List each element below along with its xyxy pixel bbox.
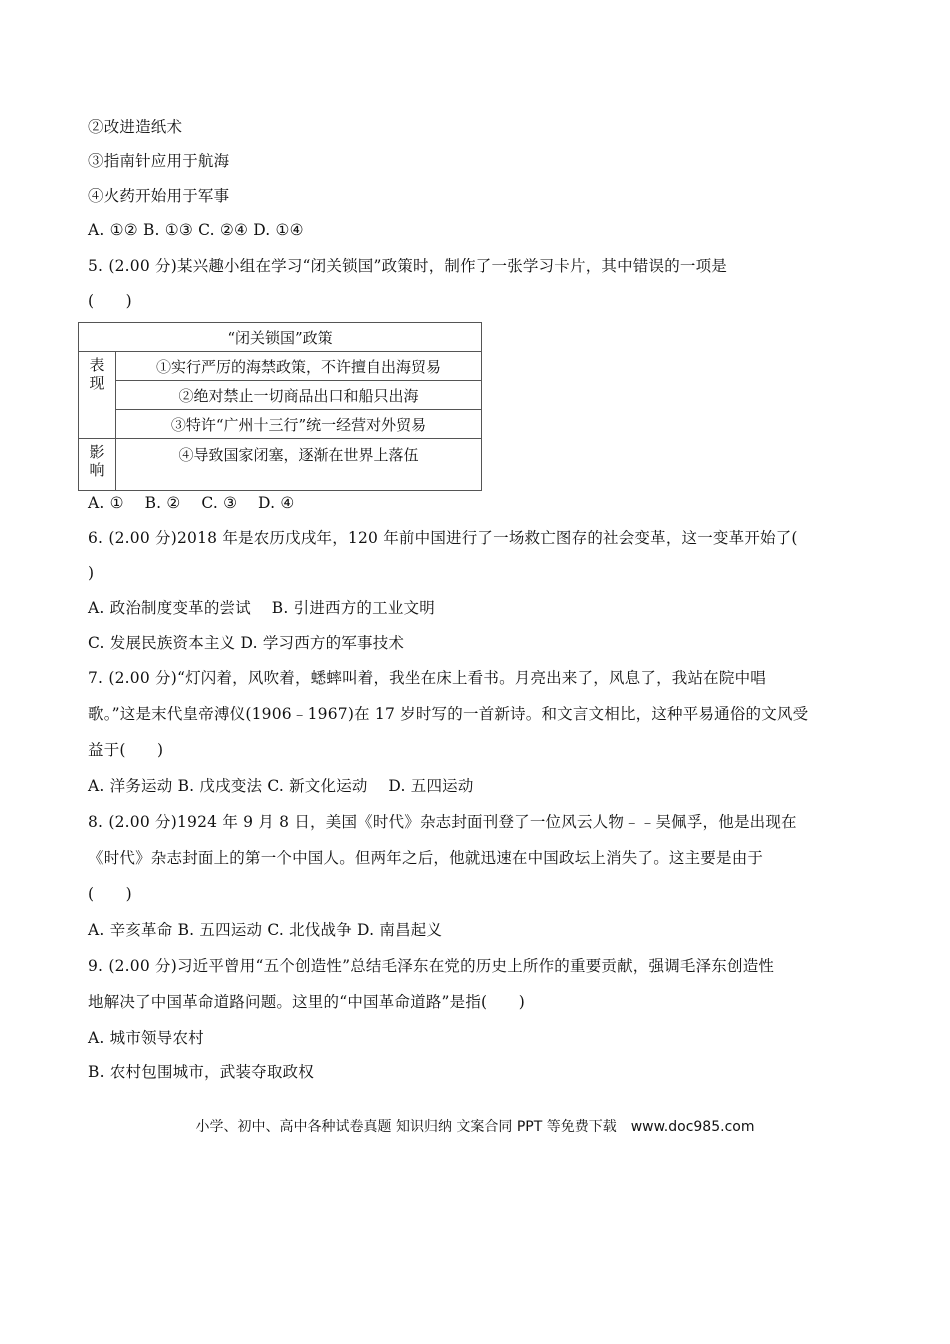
option-line: ③指南针应用于航海	[88, 152, 230, 170]
table-side-label-performance: 表 现	[79, 352, 116, 439]
answer-choices: A. ①② B. ①③ C. ②④ D. ①④	[88, 221, 304, 239]
question-6-text: 6. (2.00 分)2018 年是农历戊戌年，120 年前中国进行了一场救亡图存的社会变革，这一变革开始了(	[88, 529, 798, 547]
question-8-text: 8. (2.00 分)1924 年 9 月 8 日，美国《时代》杂志封面刊登了一位风云人物﹣﹣吴佩孚，他是出现在	[88, 813, 797, 831]
question-8-text-cont: 《时代》杂志封面上的第一个中国人。但两年之后，他就迅速在中国政坛上消失了。这主要是由于	[88, 849, 764, 867]
answer-choices: C. 发展民族资本主义 D. 学习西方的军事技术	[88, 634, 405, 652]
table-side-label-impact: 影 响	[79, 439, 116, 491]
answer-choice-a: A. 城市领导农村	[88, 1029, 204, 1047]
question-7-text: 7. (2.00 分)“灯闪着，风吹着，蟋蟀叫着，我坐在床上看书。月亮出来了，风息了，我站在院中唱	[88, 669, 766, 687]
page-footer: 小学、初中、高中各种试卷真题 知识归纳 文案合同 PPT 等免费下载 www.doc985.com	[195, 1119, 755, 1135]
question-8-blank: ( )	[88, 885, 132, 903]
policy-card-table	[78, 322, 482, 486]
table-row: ①实行严厉的海禁政策，不许擅自出海贸易	[116, 352, 482, 381]
question-7-text-cont: 益于( )	[88, 741, 164, 759]
question-9-text-cont: 地解决了中国革命道路问题。这里的“中国革命道路”是指( )	[88, 993, 525, 1011]
answer-choice-b: B. 农村包围城市，武装夺取政权	[88, 1063, 314, 1081]
table-row: ③特许“广州十三行”统一经营对外贸易	[116, 410, 482, 439]
answer-choices: A. ① B. ② C. ③ D. ④	[88, 494, 295, 512]
question-7-text-cont: 歌。”这是末代皇帝溥仪(1906﹣1967)在 17 岁时写的一首新诗。和文言文相比，这种平易通俗的文风受	[88, 705, 809, 723]
option-line: ②改进造纸术	[88, 118, 183, 136]
answer-choices: A. 政治制度变革的尝试 B. 引进西方的工业文明	[88, 599, 435, 617]
question-6-text-cont: )	[88, 564, 95, 582]
table-title: “闭关锁国”政策	[79, 323, 482, 352]
question-5-blank: ( )	[88, 292, 132, 310]
answer-choices: A. 洋务运动 B. 戊戌变法 C. 新文化运动 D. 五四运动	[88, 777, 474, 795]
table-row: ②绝对禁止一切商品出口和船只出海	[116, 381, 482, 410]
answer-choices: A. 辛亥革命 B. 五四运动 C. 北伐战争 D. 南昌起义	[88, 921, 443, 939]
question-9-text: 9. (2.00 分)习近平曾用“五个创造性”总结毛泽东在党的历史上所作的重要贡献，强调毛泽东创造性	[88, 957, 775, 975]
question-5-text: 5. (2.00 分)某兴趣小组在学习“闭关锁国”政策时，制作了一张学习卡片，其中错误的一项是	[88, 257, 727, 275]
table-row: ④导致国家闭塞，逐渐在世界上落伍	[116, 439, 482, 491]
option-line: ④火药开始用于军事	[88, 187, 230, 205]
